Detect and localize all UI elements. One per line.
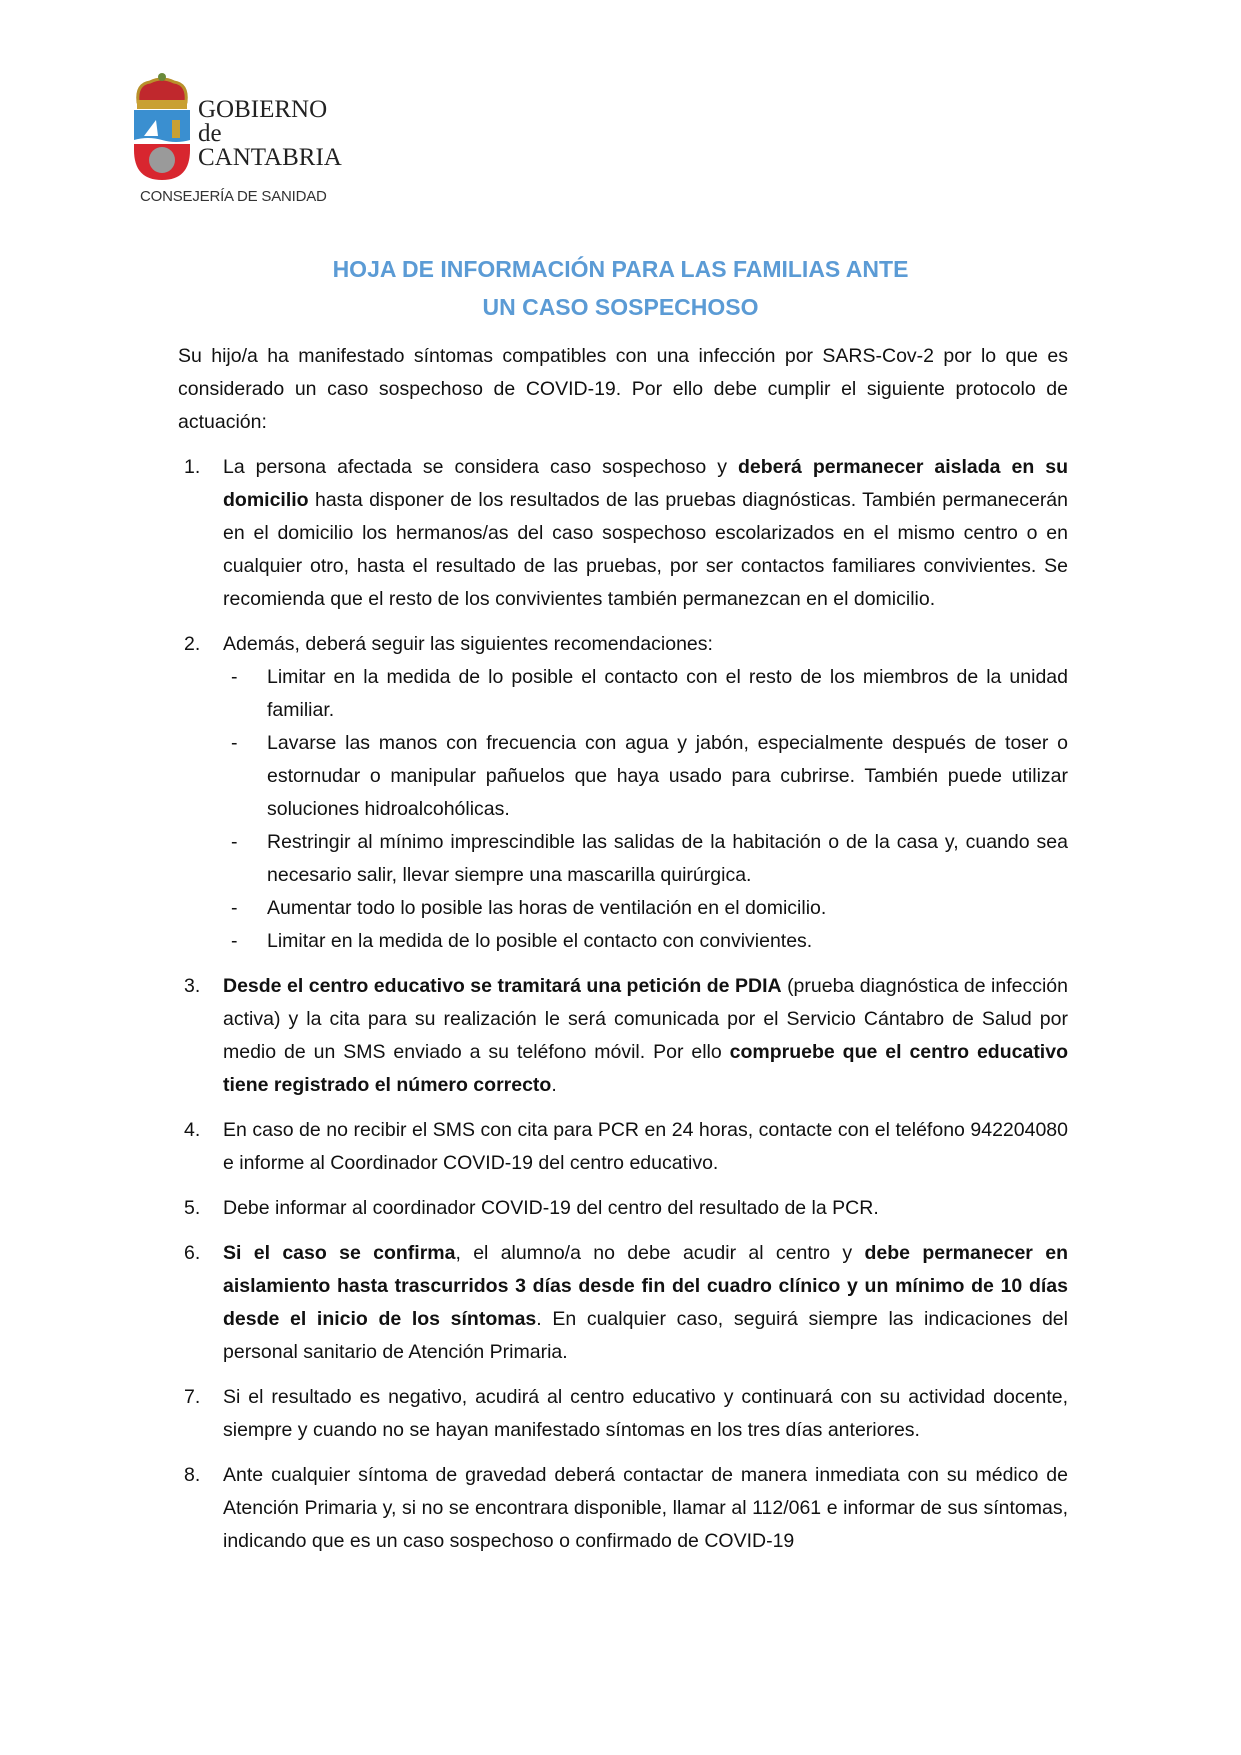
logo-line-1: GOBIERNO xyxy=(198,96,328,123)
document-body xyxy=(178,340,1068,1570)
item-number: 8. xyxy=(184,1464,201,1486)
bold-text-segment: Desde el centro educativo se tramitará una petición de PDIA xyxy=(223,975,782,997)
item-text xyxy=(223,451,1068,616)
recommendation-item xyxy=(223,727,1068,826)
dash-bullet: - xyxy=(231,930,238,952)
protocol-item xyxy=(178,970,1068,1102)
item-number: 1. xyxy=(184,456,201,478)
recommendation-text: Restringir al mínimo imprescindible las salidas de la habitación o de la casa y, cuando sea necesario salir, llevar siempre una mascarilla quirúrgica. xyxy=(267,831,1068,886)
gobierno-cantabria-logo xyxy=(130,72,370,207)
item-number: 5. xyxy=(184,1197,201,1219)
item-text xyxy=(223,1237,1068,1369)
dash-bullet: - xyxy=(231,732,238,754)
title-line-1: HOJA DE INFORMACIÓN PARA LAS FAMILIAS ANTE xyxy=(332,256,909,282)
logo-line-3: CANTABRIA xyxy=(198,144,342,171)
item-text xyxy=(223,1192,1068,1225)
item-text xyxy=(223,970,1068,1102)
intro-paragraph: Su hijo/a ha manifestado síntomas compatibles con una infección por SARS-Cov-2 por lo que es considerado un caso sospechoso de COVID-19. Por ello debe cumplir el siguiente protocolo de actuación: xyxy=(178,345,1068,433)
recommendation-item xyxy=(223,892,1068,925)
protocol-item xyxy=(178,628,1068,958)
item-text xyxy=(223,1381,1068,1447)
logo-line-2: de xyxy=(198,120,222,147)
coat-of-arms-icon xyxy=(134,110,190,180)
text-segment: hasta disponer de los resultados de las pruebas diagnósticas. También permanecerán en el domicilio los hermanos/as del caso sospechoso escolarizados en el mismo centro o en cualquier otro, hasta el resultado de las pruebas, por ser contactos familiares convivientes. Se recomienda que el resto de los convivientes también permanezcan en el domicilio. xyxy=(223,489,1068,610)
recommendation-item xyxy=(223,661,1068,727)
recommendation-text: Limitar en la medida de lo posible el contacto con convivientes. xyxy=(267,930,813,952)
bold-text-segment: debe permanecer en aislamiento hasta trascurridos 3 días desde fin del cuadro clínico y un mínimo de 10 días desde el inicio de los síntomas xyxy=(223,1242,1068,1330)
text-segment: Si el resultado es negativo, acudirá al centro educativo y continuará con su actividad docente, siempre y cuando no se hayan manifestado síntomas en los tres días anteriores. xyxy=(223,1386,1068,1441)
recommendation-item xyxy=(223,925,1068,958)
logo-subtitle: CONSEJERÍA DE SANIDAD xyxy=(140,188,327,205)
text-segment: Además, deberá seguir las siguientes recomendaciones: xyxy=(223,633,713,655)
text-segment: (prueba diagnóstica de infección activa) y la cita para su realización le será comunicada por el Servicio Cántabro de Salud por medio de un SMS enviado a su teléfono móvil. Por ello xyxy=(223,975,1069,1063)
dash-bullet: - xyxy=(231,831,238,853)
dash-bullet: - xyxy=(231,666,238,688)
text-segment: En caso de no recibir el SMS con cita para PCR en 24 horas, contacte con el teléfono 942204080 e informe al Coordinador COVID-19 del centro educativo. xyxy=(223,1119,1068,1174)
protocol-item xyxy=(178,1192,1068,1225)
protocol-item xyxy=(178,1381,1068,1447)
document-title xyxy=(0,250,1241,326)
item-number: 6. xyxy=(184,1242,201,1264)
text-segment: . xyxy=(551,1074,557,1096)
protocol-item xyxy=(178,1237,1068,1369)
recommendation-text: Lavarse las manos con frecuencia con agua y jabón, especialmente después de toser o estornudar o manipular pañuelos que haya usado para cubrirse. También puede utilizar soluciones hidroalcohólicas. xyxy=(267,732,1068,820)
item-number: 4. xyxy=(184,1119,201,1141)
text-segment: , el alumno/a no debe acudir al centro y xyxy=(455,1242,865,1264)
recommendation-item xyxy=(223,826,1068,892)
recommendation-list xyxy=(223,661,1068,958)
text-segment: La persona afectada se considera caso sospechoso y xyxy=(223,456,738,478)
item-text xyxy=(223,1459,1068,1558)
protocol-item xyxy=(178,1114,1068,1180)
item-text xyxy=(223,1114,1068,1180)
item-number: 7. xyxy=(184,1386,201,1408)
text-segment: . En cualquier caso, seguirá siempre las indicaciones del personal sanitario de Atención Primaria. xyxy=(223,1308,1068,1363)
text-segment: Ante cualquier síntoma de gravedad deberá contactar de manera inmediata con su médico de Atención Primaria y, si no se encontrara disponible, llamar al 112/061 e informar de sus síntomas, indicando que es un caso sospechoso o confirmado de COVID-19 xyxy=(223,1464,1068,1552)
protocol-item xyxy=(178,451,1068,616)
bold-text-segment: deberá permanecer aislada en su domicilio xyxy=(223,456,1068,511)
protocol-list xyxy=(178,451,1068,1558)
recommendation-text: Aumentar todo lo posible las horas de ventilación en el domicilio. xyxy=(267,897,827,919)
title-line-2: UN CASO SOSPECHOSO xyxy=(482,294,759,320)
bold-text-segment: Si el caso se confirma xyxy=(223,1242,456,1264)
recommendation-text: Limitar en la medida de lo posible el contacto con el resto de los miembros de la unidad familiar. xyxy=(267,666,1068,721)
item-number: 3. xyxy=(184,975,201,997)
protocol-item xyxy=(178,1459,1068,1558)
text-segment: Debe informar al coordinador COVID-19 del centro del resultado de la PCR. xyxy=(223,1197,879,1219)
dash-bullet: - xyxy=(231,897,238,919)
crown-icon xyxy=(132,72,192,112)
item-text xyxy=(223,628,1068,661)
bold-text-segment: compruebe que el centro educativo tiene registrado el número correcto xyxy=(223,1041,1068,1096)
item-number: 2. xyxy=(184,633,201,655)
